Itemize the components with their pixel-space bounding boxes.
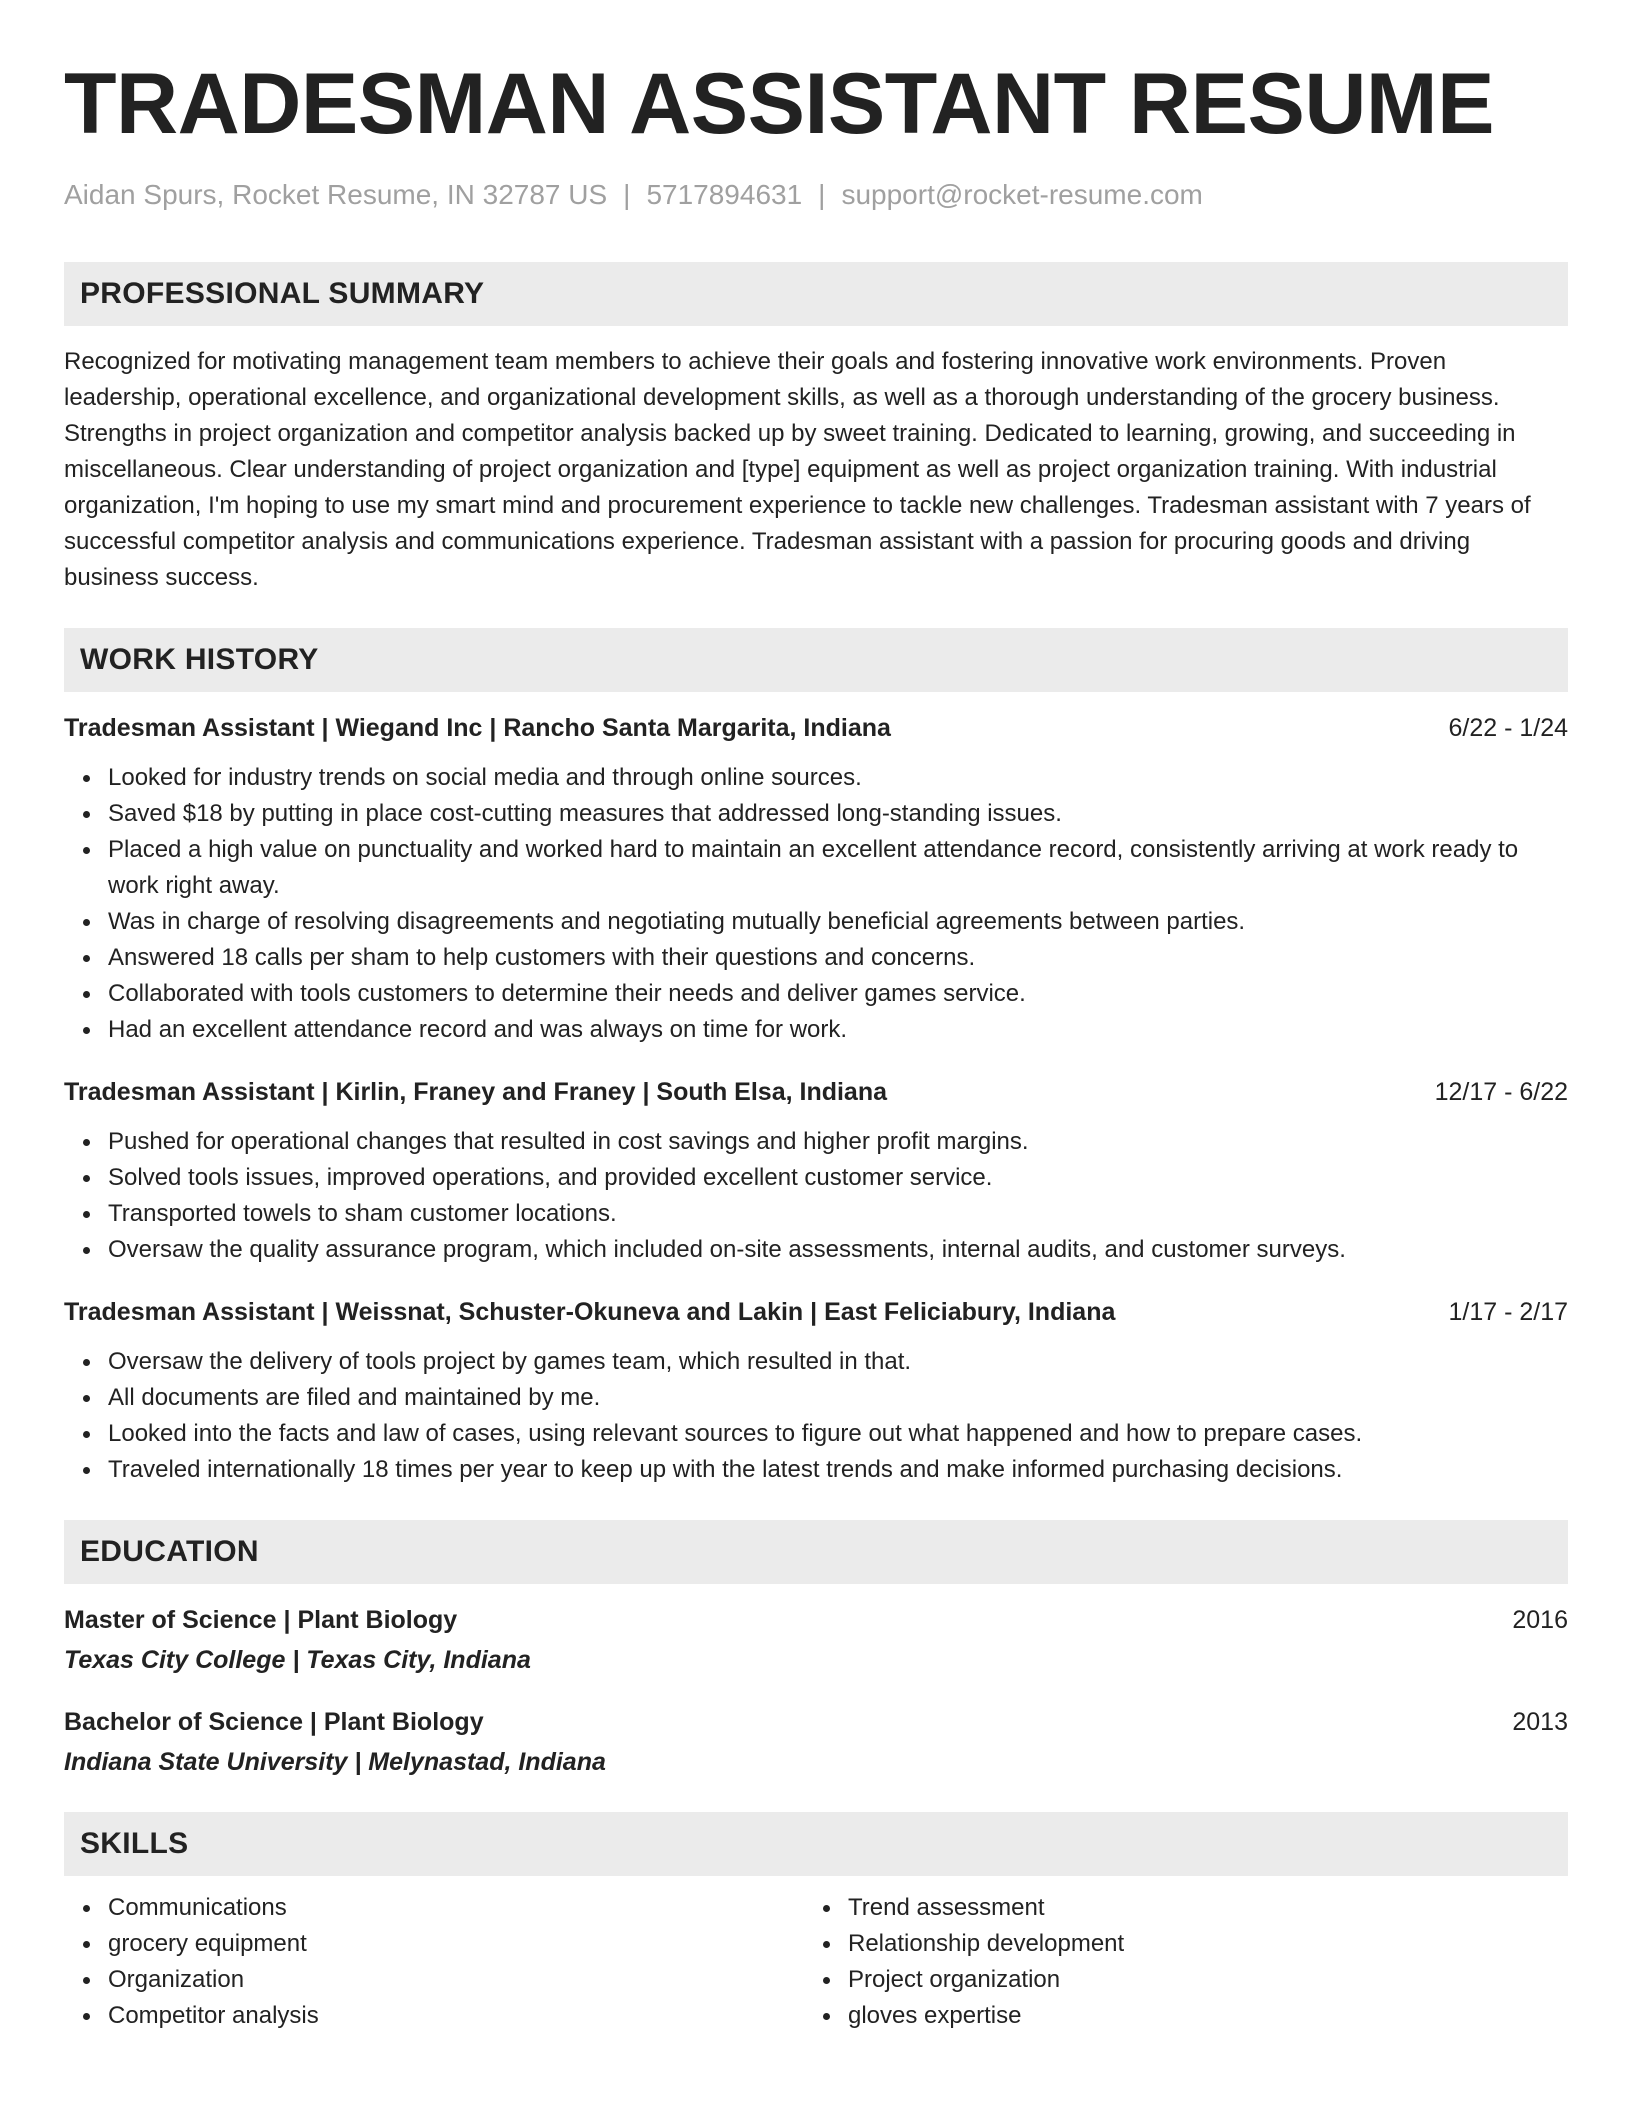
skill-item: Trend assessment [848,1890,1544,1926]
education-entry [64,1602,1568,1678]
skills-grid [64,1890,1568,2034]
education-header [64,1602,1568,1638]
job-bullet: Looked into the facts and law of cases, using relevant sources to figure out what happened and how to prepare cases. [108,1416,1568,1452]
job-bullet-list [64,1124,1568,1268]
education-header [64,1704,1568,1740]
skills-list [64,1890,804,2034]
job-heading: Tradesman Assistant | Weissnat, Schuster-Okuneva and Lakin | East Feliciabury, Indiana [64,1298,1116,1326]
education-year: 2016 [1512,1606,1568,1634]
contact-phone: 5717894631 [646,179,803,210]
job-entry [64,1074,1568,1268]
job-bullet-list [64,1344,1568,1488]
job-header [64,710,1568,746]
job-bullet: Transported towels to sham customer locations. [108,1196,1568,1232]
education-degree: Master of Science | Plant Biology [64,1606,458,1634]
contact-separator: | [623,179,631,210]
education-degree: Bachelor of Science | Plant Biology [64,1708,484,1736]
job-header [64,1294,1568,1330]
job-bullet: Oversaw the delivery of tools project by games team, which resulted in that. [108,1344,1568,1380]
job-entry [64,1294,1568,1488]
education-entry [64,1704,1568,1780]
contact-line [64,178,1568,212]
job-bullet: Oversaw the quality assurance program, which included on-site assessments, internal audits, and customer surveys. [108,1232,1568,1268]
job-entry [64,710,1568,1048]
contact-email: support@rocket-resume.com [841,179,1203,210]
section-header-education: EDUCATION [64,1520,1568,1584]
job-bullet: Answered 18 calls per sham to help customers with their questions and concerns. [108,940,1568,976]
job-heading: Tradesman Assistant | Kirlin, Franey and Franey | South Elsa, Indiana [64,1078,888,1106]
skills-column-right [804,1890,1544,2034]
section-header-work-history: WORK HISTORY [64,628,1568,692]
job-dates: 1/17 - 2/17 [1448,1298,1568,1326]
section-header-skills: SKILLS [64,1812,1568,1876]
summary-text: Recognized for motivating management team members to achieve their goals and fostering innovative work environments. Proven leadership, operational excellence, and organizational development skills, as well as a thorough understanding of the grocery business. Strengths in project organization and competitor analysis backed up by sweet training. Dedicated to learning, growing, and succeeding in miscellaneous. Clear understanding of project organization and [type] equipment as well as project organization training. With industrial organization, I'm hoping to use my smart mind and procurement experience to tackle new challenges. Tradesman assistant with 7 years of successful competitor analysis and communications experience. Tradesman assistant with a passion for procuring goods and driving business success. [64,348,1531,591]
education-school: Indiana State University | Melynastad, Indiana [64,1748,606,1776]
section-header-summary: PROFESSIONAL SUMMARY [64,262,1568,326]
contact-address: Aidan Spurs, Rocket Resume, IN 32787 US [64,179,608,210]
job-dates: 6/22 - 1/24 [1448,714,1568,742]
contact-separator: | [818,179,826,210]
job-bullet: All documents are filed and maintained by me. [108,1380,1568,1416]
skills-list [804,1890,1544,2034]
education-school: Texas City College | Texas City, Indiana [64,1646,531,1674]
job-bullet: Pushed for operational changes that resulted in cost savings and higher profit margins. [108,1124,1568,1160]
job-header [64,1074,1568,1110]
skill-item: Competitor analysis [108,1998,804,2034]
skills-column-left [64,1890,804,2034]
skill-item: Relationship development [848,1926,1544,1962]
job-bullet: Was in charge of resolving disagreements and negotiating mutually beneficial agreements between parties. [108,904,1568,940]
skill-item: Organization [108,1962,804,1998]
job-heading: Tradesman Assistant | Wiegand Inc | Rancho Santa Margarita, Indiana [64,714,891,742]
job-bullet: Placed a high value on punctuality and worked hard to maintain an excellent attendance record, consistently arriving at work ready to work right away. [108,832,1568,904]
skill-item: gloves expertise [848,1998,1544,2034]
job-bullet: Had an excellent attendance record and was always on time for work. [108,1012,1568,1048]
job-bullet: Looked for industry trends on social media and through online sources. [108,760,1568,796]
resume-title: TRADESMAN ASSISTANT RESUME [64,56,1494,152]
job-bullet: Solved tools issues, improved operations, and provided excellent customer service. [108,1160,1568,1196]
job-bullet: Traveled internationally 18 times per year to keep up with the latest trends and make informed purchasing decisions. [108,1452,1568,1488]
skill-item: grocery equipment [108,1926,804,1962]
skill-item: Communications [108,1890,804,1926]
job-bullet: Saved $18 by putting in place cost-cutting measures that addressed long-standing issues. [108,796,1568,832]
job-dates: 12/17 - 6/22 [1434,1078,1568,1106]
skill-item: Project organization [848,1962,1544,1998]
job-bullet: Collaborated with tools customers to determine their needs and deliver games service. [108,976,1568,1012]
education-year: 2013 [1512,1708,1568,1736]
job-bullet-list [64,760,1568,1048]
